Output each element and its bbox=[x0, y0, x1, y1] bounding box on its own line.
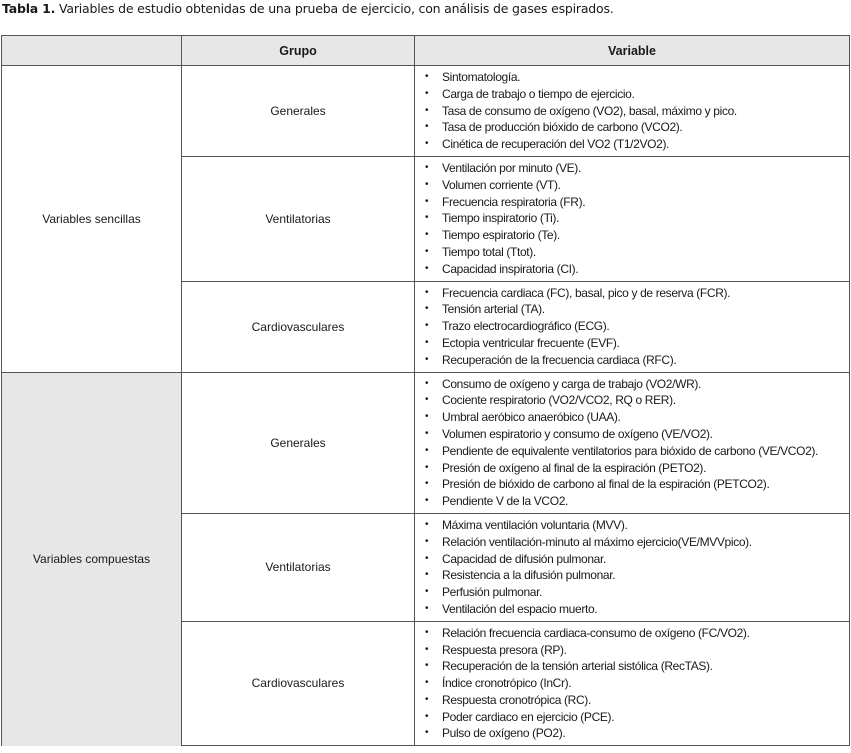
category-cell: Variables sencillas bbox=[2, 66, 182, 373]
list-item: • Presión de bióxido de carbono al final de la espiración (PETCO2). bbox=[415, 476, 849, 493]
list-item: • Ventilación por minuto (VE). bbox=[415, 160, 849, 177]
variable-cell bbox=[415, 372, 850, 513]
variable-list bbox=[415, 157, 849, 281]
group-cell: Ventilatorias bbox=[182, 513, 415, 621]
list-item: • Pulso de oxígeno (PO2). bbox=[415, 725, 849, 742]
list-item: • Umbral aeróbico anaeróbico (UAA). bbox=[415, 409, 849, 426]
list-item: • Relación frecuencia cardiaca-consumo de oxígeno (FC/VO2). bbox=[415, 625, 849, 642]
table-caption bbox=[2, 1, 614, 16]
group-cell: Cardiovasculares bbox=[182, 621, 415, 746]
caption-label: Tabla 1. bbox=[2, 1, 56, 16]
list-item: • Ventilación del espacio muerto. bbox=[415, 601, 849, 618]
list-item: • Volumen corriente (VT). bbox=[415, 177, 849, 194]
list-item: • Sintomatología. bbox=[415, 69, 849, 86]
variables-table bbox=[1, 35, 850, 746]
variable-list bbox=[415, 622, 849, 746]
variable-cell bbox=[415, 621, 850, 746]
header-empty bbox=[2, 36, 182, 66]
variable-list bbox=[415, 282, 849, 372]
list-item: • Respuesta cronotrópica (RC). bbox=[415, 692, 849, 709]
list-item: • Pendiente de equivalente ventilatorios para bióxido de carbono (VE/VCO2). bbox=[415, 443, 849, 460]
variable-list bbox=[415, 373, 849, 513]
list-item: • Consumo de oxígeno y carga de trabajo (VO2/WR). bbox=[415, 376, 849, 393]
list-item: • Carga de trabajo o tiempo de ejercicio. bbox=[415, 86, 849, 103]
list-item: • Resistencia a la difusión pulmonar. bbox=[415, 567, 849, 584]
caption-text: Variables de estudio obtenidas de una prueba de ejercicio, con análisis de gases espirados. bbox=[59, 1, 614, 16]
list-item: • Cociente respiratorio (VO2/VCO2, RQ o RER). bbox=[415, 392, 849, 409]
header-group: Grupo bbox=[182, 36, 415, 66]
table-body bbox=[2, 66, 850, 746]
list-item: • Pendiente V de la VCO2. bbox=[415, 493, 849, 510]
group-cell: Generales bbox=[182, 372, 415, 513]
list-item: • Presión de oxígeno al final de la espiración (PETO2). bbox=[415, 460, 849, 477]
list-item: • Respuesta presora (RP). bbox=[415, 642, 849, 659]
list-item: • Capacidad inspiratoria (CI). bbox=[415, 261, 849, 278]
list-item: • Cinética de recuperación del VO2 (T1/2VO2). bbox=[415, 136, 849, 153]
list-item: • Frecuencia respiratoria (FR). bbox=[415, 194, 849, 211]
list-item: • Tensión arterial (TA). bbox=[415, 301, 849, 318]
variable-list bbox=[415, 514, 849, 621]
variable-cell bbox=[415, 156, 850, 281]
table-row bbox=[2, 66, 850, 157]
list-item: • Ectopia ventricular frecuente (EVF). bbox=[415, 335, 849, 352]
list-item: • Recuperación de la tensión arterial sistólica (RecTAS). bbox=[415, 658, 849, 675]
list-item: • Tiempo total (Ttot). bbox=[415, 244, 849, 261]
variable-cell bbox=[415, 281, 850, 372]
list-item: • Capacidad de difusión pulmonar. bbox=[415, 551, 849, 568]
group-cell: Cardiovasculares bbox=[182, 281, 415, 372]
list-item: • Tasa de consumo de oxígeno (VO2), basal, máximo y pico. bbox=[415, 103, 849, 120]
list-item: • Trazo electrocardiográfico (ECG). bbox=[415, 318, 849, 335]
list-item: • Relación ventilación-minuto al máximo ejercicio(VE/MVVpico). bbox=[415, 534, 849, 551]
category-cell: Variables compuestas bbox=[2, 372, 182, 746]
list-item: • Volumen espiratorio y consumo de oxígeno (VE/VO2). bbox=[415, 426, 849, 443]
table-row bbox=[2, 372, 850, 513]
list-item: • Perfusión pulmonar. bbox=[415, 584, 849, 601]
table-header-row bbox=[2, 36, 850, 66]
header-variable: Variable bbox=[415, 36, 850, 66]
group-cell: Ventilatorias bbox=[182, 156, 415, 281]
group-cell: Generales bbox=[182, 66, 415, 157]
list-item: • Recuperación de la frecuencia cardiaca (RFC). bbox=[415, 352, 849, 369]
variable-cell bbox=[415, 513, 850, 621]
list-item: • Máxima ventilación voluntaria (MVV). bbox=[415, 517, 849, 534]
list-item: • Poder cardiaco en ejercicio (PCE). bbox=[415, 709, 849, 726]
list-item: • Tasa de producción bióxido de carbono (VCO2). bbox=[415, 119, 849, 136]
list-item: • Frecuencia cardiaca (FC), basal, pico y de reserva (FCR). bbox=[415, 285, 849, 302]
list-item: • Índice cronotrópico (InCr). bbox=[415, 675, 849, 692]
list-item: • Tiempo inspiratorio (Ti). bbox=[415, 210, 849, 227]
variable-list bbox=[415, 66, 849, 156]
variable-cell bbox=[415, 66, 850, 157]
list-item: • Tiempo espiratorio (Te). bbox=[415, 227, 849, 244]
